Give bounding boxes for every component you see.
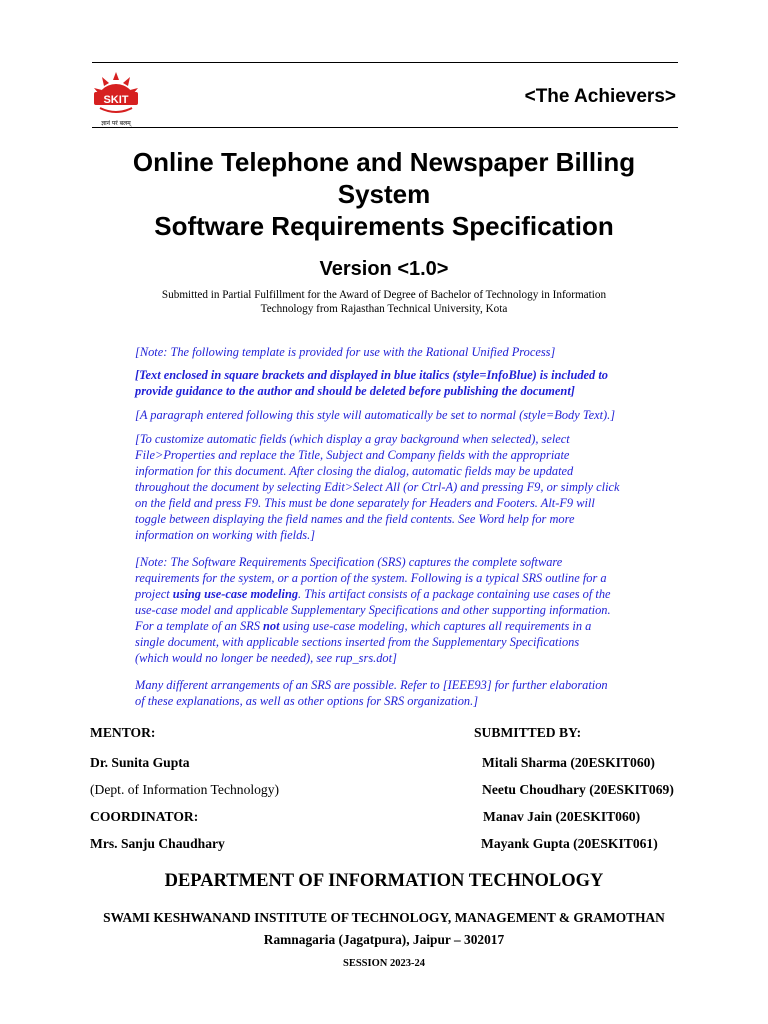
title-line-1: Online Telephone and Newspaper Billing [132,147,636,177]
institute-name: SWAMI KESHWANAND INSTITUTE OF TECHNOLOGY, MANAGEMENT & GRAMOTHAN [103,910,665,925]
note-customize-line-1: [To customize automatic fields (which display a gray background when selected), select [135,432,570,446]
student-3: Manav Jain (20ESKIT060) [483,809,641,824]
note-body-text-line: [A paragraph entered following this style will automatically be set to normal (style=Body Text).] [135,408,616,422]
note-srs-line-1: [Note: The Software Requirements Specification (SRS) captures the complete software [135,555,563,569]
student-4: Mayank Gupta (20ESKIT061) [481,836,658,851]
department-heading: DEPARTMENT OF INFORMATION TECHNOLOGY [164,871,604,891]
note-srs-line-7: (which would no longer be needed), see rup_srs.dot] [135,651,397,665]
version-label: Version <1.0> [319,258,449,280]
submission-line-1: Submitted in Partial Fulfillment for the Award of Degree of Bachelor of Technology in Information [161,289,607,301]
institute-address: Ramnagaria (Jagatpura), Jaipur – 302017 [263,932,505,947]
student-2: Neetu Choudhary (20ESKIT069) [482,782,674,797]
note-customize-line-7: information on working with fields.] [135,528,316,542]
header-top-rule [92,62,678,63]
logo-text: SKIT [103,94,129,106]
coordinator-label: COORDINATOR: [90,809,199,824]
note-srs-line-3-bold: using use-case modeling [172,587,299,601]
note-arrangements [135,677,685,709]
note-customize-fields [135,431,685,543]
note-srs-line-5a: For a template of an SRS [135,619,264,633]
title-line-3: Software Requirements Specification [154,211,614,241]
title-line-2: System [337,179,431,209]
note-srs-line-5c: using use-case modeling, which captures all requirements in a [279,619,592,633]
note-srs-line-2: requirements for the system, or a portion of the system. Following is a typical SRS outline for a [135,571,607,585]
note-arrangements-line-2: of these explanations, as well as other options for SRS organization.] [135,694,479,708]
session-label: SESSION 2023-24 [343,958,425,969]
skit-logo [90,70,142,130]
note-customize-line-3: information for this document. After closing the dialog, automatic fields may be updated [135,464,574,478]
note-body-text [135,407,685,423]
note-srs-line-5-bold: not [263,619,280,633]
mentor-department: (Dept. of Information Technology) [90,782,280,797]
team-name: <The Achievers> [524,86,676,107]
mentor-name: Dr. Sunita Gupta [90,755,190,770]
note-infoblue-line-1: [Text enclosed in square brackets and displayed in blue italics (style=InfoBlue) is included to [135,368,608,382]
note-customize-line-5: on the field and press F9. This must be done separately for Headers and Footers. Alt-F9 will [135,496,595,510]
note-srs-line-4: use-case model and applicable Supplementary Specifications and other supporting information. [135,603,611,617]
note-arrangements-line-1: Many different arrangements of an SRS are possible. Refer to [IEEE93] for further elaboration [135,678,608,692]
student-1: Mitali Sharma (20ESKIT060) [482,755,655,770]
note-srs-line-6: single document, with applicable sections inserted from the Supplementary Specifications [135,635,580,649]
submission-line-2: Technology from Rajasthan Technical University, Kota [260,303,508,315]
note-srs-line-3c: . This artifact consists of a package containing use cases of the [298,587,611,601]
note-infoblue-line-2: provide guidance to the author and should be deleted before publishing the document] [135,384,575,398]
header-bottom-rule [92,127,678,128]
note-customize-line-6: toggle between displaying the field names and the field contents. See Word help for more [135,512,575,526]
submitted-by-label: SUBMITTED BY: [474,725,582,740]
mentor-label: MENTOR: [90,725,156,740]
note-customize-line-4: throughout the document by selecting Edit>Select All (or Ctrl-A) and pressing F9, or simply click [135,480,620,494]
note-customize-line-2: File>Properties and replace the Title, Subject and Company fields with the appropriate [135,448,570,462]
note-srs [135,554,685,666]
logo-motto: ज्ञानं परं बलम् [101,120,131,127]
submission-statement [120,288,648,316]
note-template [135,344,685,360]
note-template-text: [Note: The following template is provided for use with the Rational Unified Process] [135,345,556,359]
note-srs-line-3a: project [135,587,173,601]
note-infoblue [135,367,685,399]
coordinator-name: Mrs. Sanju Chaudhary [90,836,225,851]
